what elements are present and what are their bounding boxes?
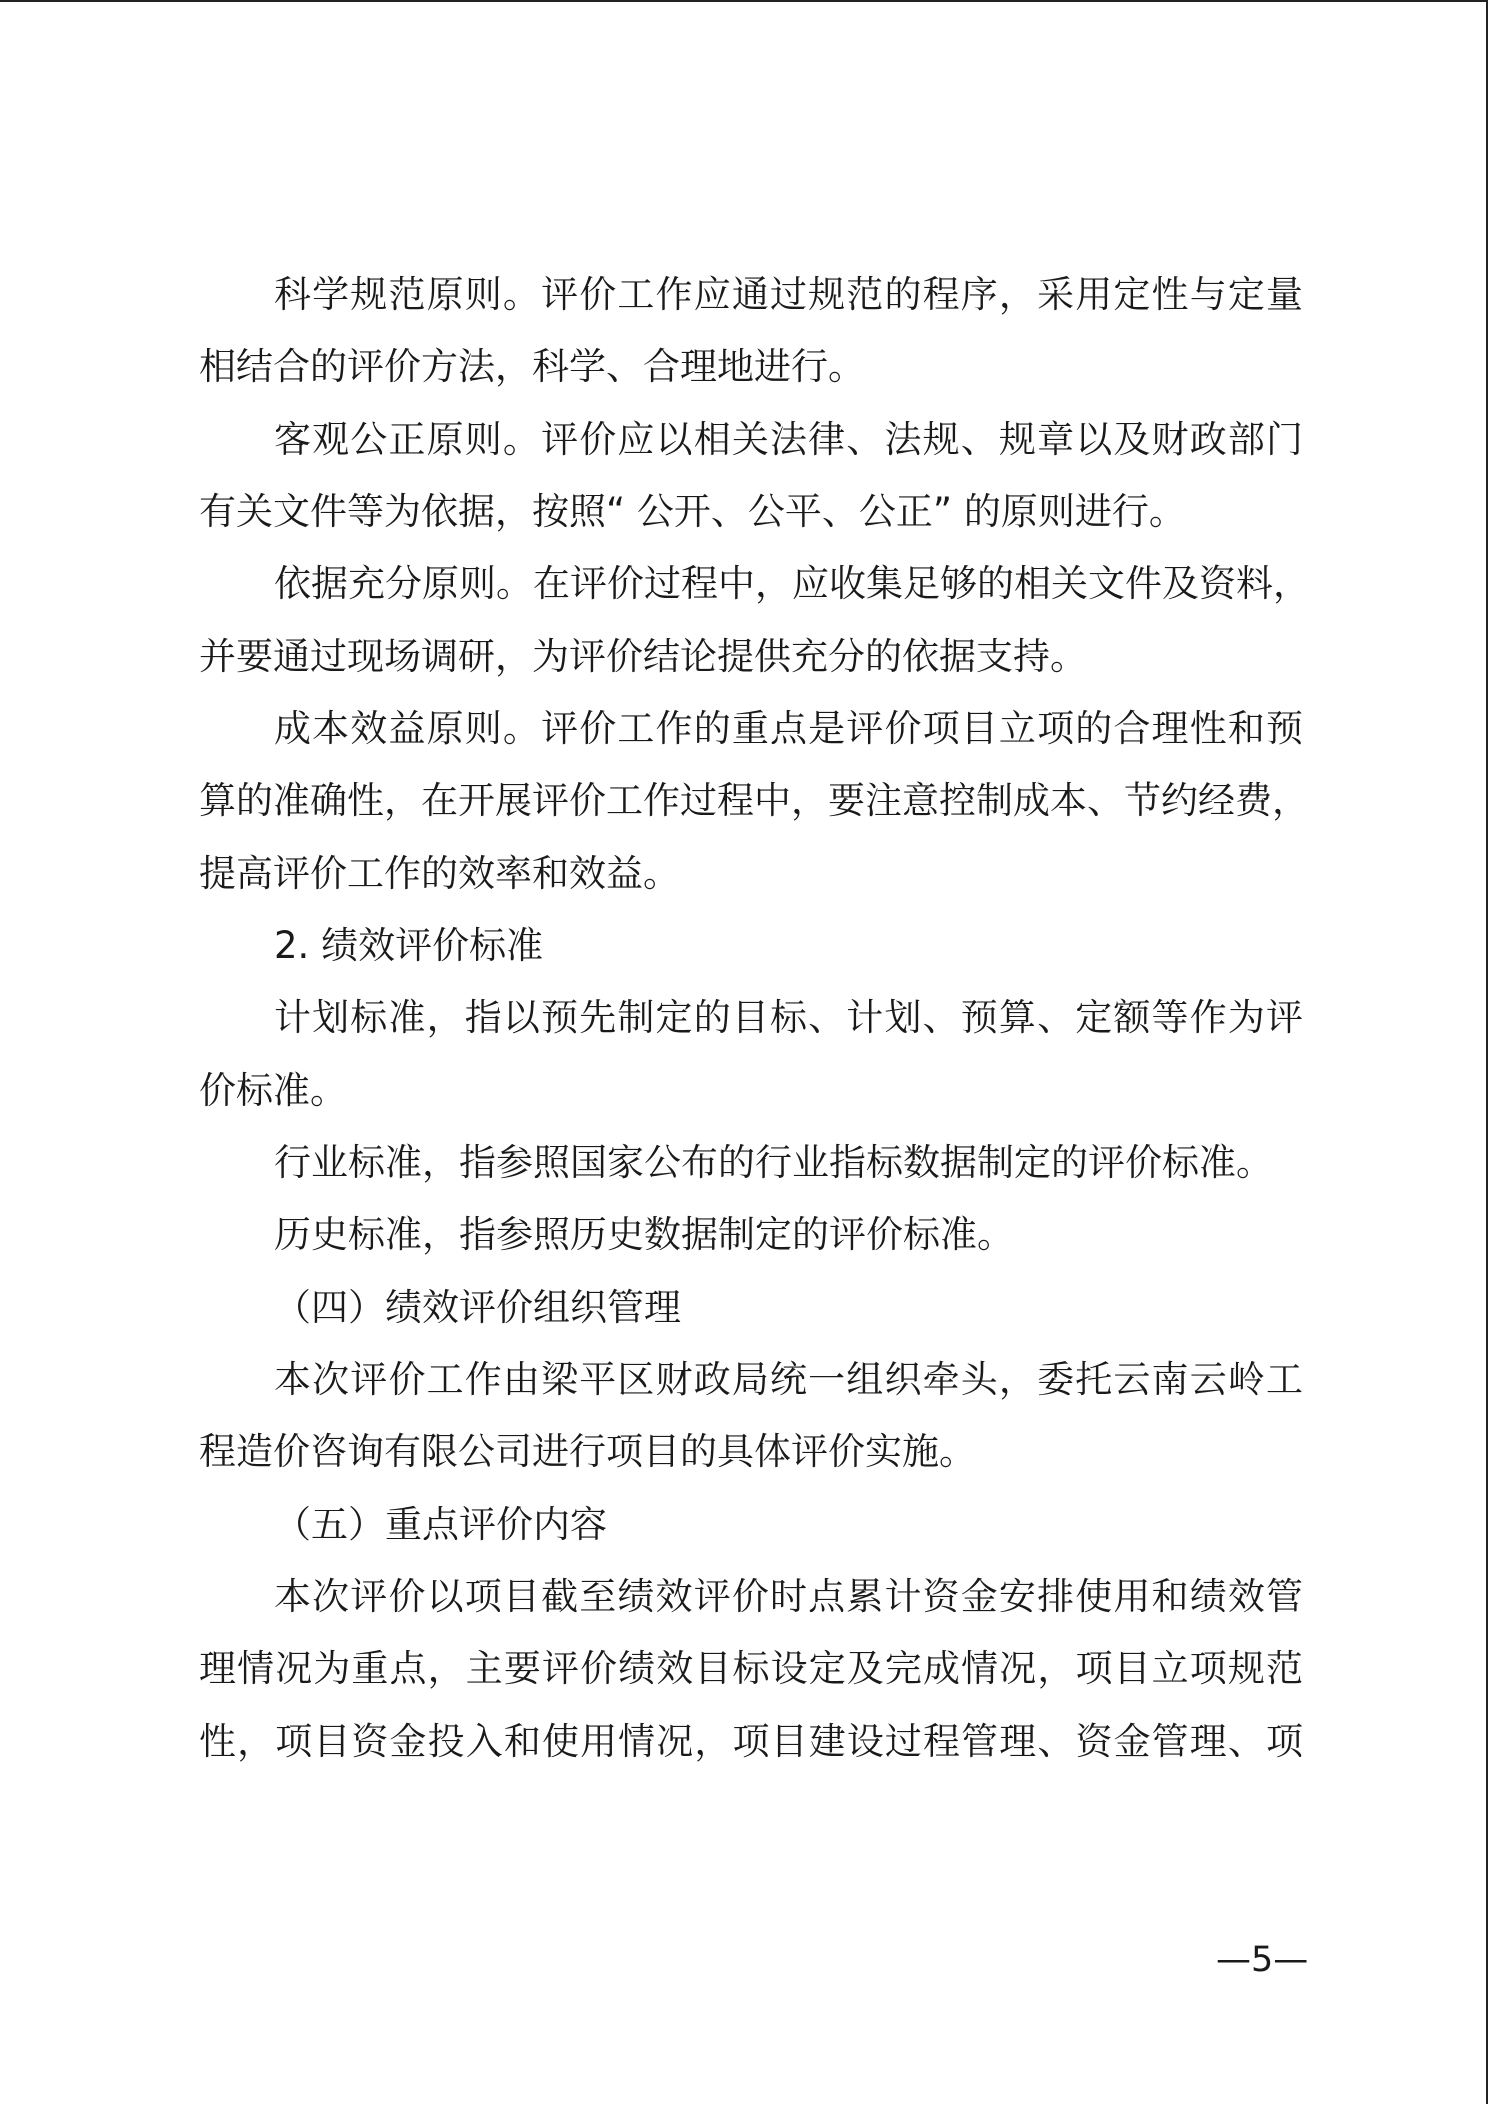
text-line: 有关文件等为依据，按照“ 公开、公平、公正” 的原则进行。 bbox=[199, 490, 1186, 533]
text-line: 提高评价工作的效率和效益。 bbox=[199, 852, 680, 895]
text-line: 科学规范原则。评价工作应通过规范的程序，采用定性与定量 bbox=[274, 273, 1303, 316]
text-line: 价标准。 bbox=[199, 1069, 347, 1112]
section-heading: （五）重点评价内容 bbox=[274, 1503, 607, 1546]
text-line: 理情况为重点，主要评价绩效目标设定及完成情况，项目立项规范 bbox=[199, 1647, 1303, 1690]
text-line: 相结合的评价方法，科学、合理地进行。 bbox=[199, 345, 865, 388]
text-line: 性，项目资金投入和使用情况，项目建设过程管理、资金管理、项 bbox=[199, 1720, 1303, 1763]
text-line: 依据充分原则。在评价过程中，应收集足够的相关文件及资料， bbox=[274, 562, 1310, 605]
text-line: 本次评价工作由梁平区财政局统一组织牵头，委托云南云岭工 bbox=[274, 1358, 1303, 1401]
section-heading: （四）绩效评价组织管理 bbox=[274, 1286, 681, 1329]
text-line: 本次评价以项目截至绩效评价时点累计资金安排使用和绩效管 bbox=[274, 1575, 1303, 1618]
page-number: —5— bbox=[1216, 1940, 1309, 1980]
text-line: 历史标准，指参照历史数据制定的评价标准。 bbox=[274, 1213, 1014, 1256]
text-line: 算的准确性，在开展评价工作过程中，要注意控制成本、节约经费， bbox=[199, 779, 1309, 822]
text-line: 程造价咨询有限公司进行项目的具体评价实施。 bbox=[199, 1430, 976, 1473]
text-line: 计划标准，指以预先制定的目标、计划、预算、定额等作为评 bbox=[274, 996, 1303, 1039]
section-heading: 2. 绩效评价标准 bbox=[274, 924, 544, 967]
text-line: 并要通过现场调研，为评价结论提供充分的依据支持。 bbox=[199, 635, 1087, 678]
text-line: 成本效益原则。评价工作的重点是评价项目立项的合理性和预 bbox=[274, 707, 1303, 750]
text-line: 行业标准，指参照国家公布的行业指标数据制定的评价标准。 bbox=[274, 1141, 1273, 1184]
text-line: 客观公正原则。评价应以相关法律、法规、规章以及财政部门 bbox=[274, 418, 1303, 461]
